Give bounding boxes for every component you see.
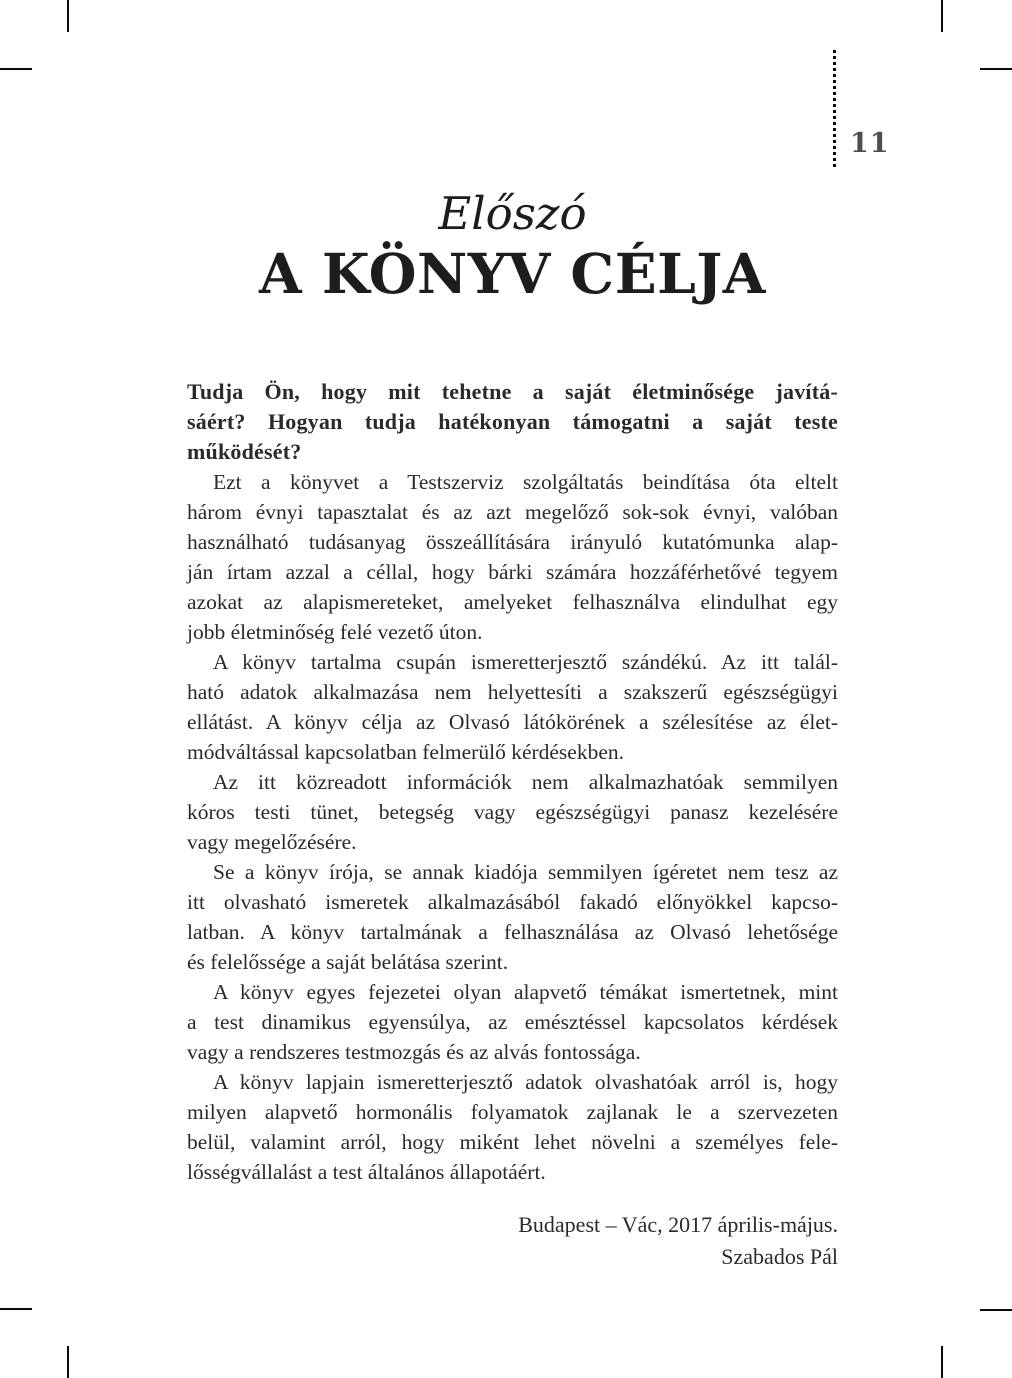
text-line: Az itt közreadott információk nem alkalmazhatóak semmilyen (213, 770, 838, 794)
text-line: vagy megelőzésére. (187, 830, 357, 854)
text-line: lősségvállalást a test általános állapotáért. (187, 1160, 546, 1184)
paragraph (187, 857, 838, 977)
text-line: Ezt a könyvet a Testszerviz szolgáltatás beindítása óta eltelt (213, 470, 838, 494)
signoff-author: Szabados Pál (721, 1244, 838, 1269)
paragraph (187, 377, 838, 467)
text-line: vagy a rendszeres testmozgás és az alvás fontossága. (187, 1040, 641, 1064)
paragraph (187, 647, 838, 767)
text-line: Tudja Ön, hogy mit tehetne a saját életminősége javítá- (187, 379, 838, 404)
signoff-place-date: Budapest – Vác, 2017 április-május. (518, 1212, 838, 1237)
crop-mark-bottom-right-horizontal (980, 1309, 1012, 1311)
crop-mark-top-right-vertical (941, 0, 943, 32)
crop-mark-bottom-right-vertical (941, 1346, 943, 1378)
text-line: használható tudásanyag összeállítására irányuló kutatómunka alap- (187, 530, 838, 554)
text-line: és felelőssége a saját belátása szerint. (187, 950, 509, 974)
text-line: belül, valamint arról, hogy miként lehet növelni a személyes fele- (187, 1130, 838, 1154)
paragraph (187, 767, 838, 857)
text-line: sáért? Hogyan tudja hatékonyan támogatni a saját teste (187, 409, 838, 434)
text-line: A könyv tartalma csupán ismeretterjesztő szándékú. Az itt talál- (213, 650, 838, 674)
page-title: A KÖNYV CÉLJA (259, 241, 766, 306)
chapter-heading (187, 188, 838, 305)
text-line: ellátást. A könyv célja az Olvasó látókörének a szélesítése az élet- (187, 710, 838, 734)
crop-mark-bottom-left-horizontal (0, 1308, 32, 1310)
text-line: latban. A könyv tartalmának a felhasználása az Olvasó lehetősége (187, 920, 838, 944)
chapter-kicker: Előszó (438, 187, 587, 240)
paragraph (187, 467, 838, 647)
body-paragraphs (187, 377, 838, 1187)
crop-mark-top-left-vertical (67, 0, 69, 32)
text-line: ján írtam azzal a céllal, hogy bárki számára hozzáférhetővé tegyem (187, 560, 838, 584)
paragraph (187, 977, 838, 1067)
text-line: jobb életminőség felé vezető úton. (187, 620, 483, 644)
text-line: módváltással kapcsolatban felmerülő kérdésekben. (187, 740, 625, 764)
text-line: a test dinamikus egyensúlya, az emésztéssel kapcsolatos kérdések (187, 1010, 838, 1034)
text-line: itt olvasható ismeretek alkalmazásából fakadó előnyökkel kapcso- (187, 890, 838, 914)
text-line: Se a könyv írója, se annak kiadója semmilyen ígéretet nem tesz az (213, 860, 838, 884)
crop-mark-top-right-horizontal (980, 68, 1012, 70)
dashed-rule (833, 50, 836, 169)
page-number: 11 (850, 128, 890, 159)
text-line: működését? (187, 439, 302, 464)
paragraph (187, 1067, 838, 1187)
text-line: kóros testi tünet, betegség vagy egészségügyi panasz kezelésére (187, 800, 838, 824)
text-line: ható adatok alkalmazása nem helyettesíti a szakszerű egészségügyi (187, 680, 838, 704)
text-line: A könyv lapjain ismeretterjesztő adatok olvashatóak arról is, hogy (213, 1070, 838, 1094)
text-line: A könyv egyes fejezetei olyan alapvető témákat ismertetnek, mint (213, 980, 838, 1004)
signoff (187, 1209, 838, 1273)
crop-mark-top-left-horizontal (0, 68, 32, 70)
text-line: három évnyi tapasztalat és az azt megelőző sok-sok évnyi, valóban (187, 500, 838, 524)
text-line: azokat az alapismereteket, amelyeket felhasználva elindulhat egy (187, 590, 838, 614)
crop-mark-bottom-left-vertical (67, 1346, 69, 1378)
text-line: milyen alapvető hormonális folyamatok zajlanak le a szervezeten (187, 1100, 838, 1124)
